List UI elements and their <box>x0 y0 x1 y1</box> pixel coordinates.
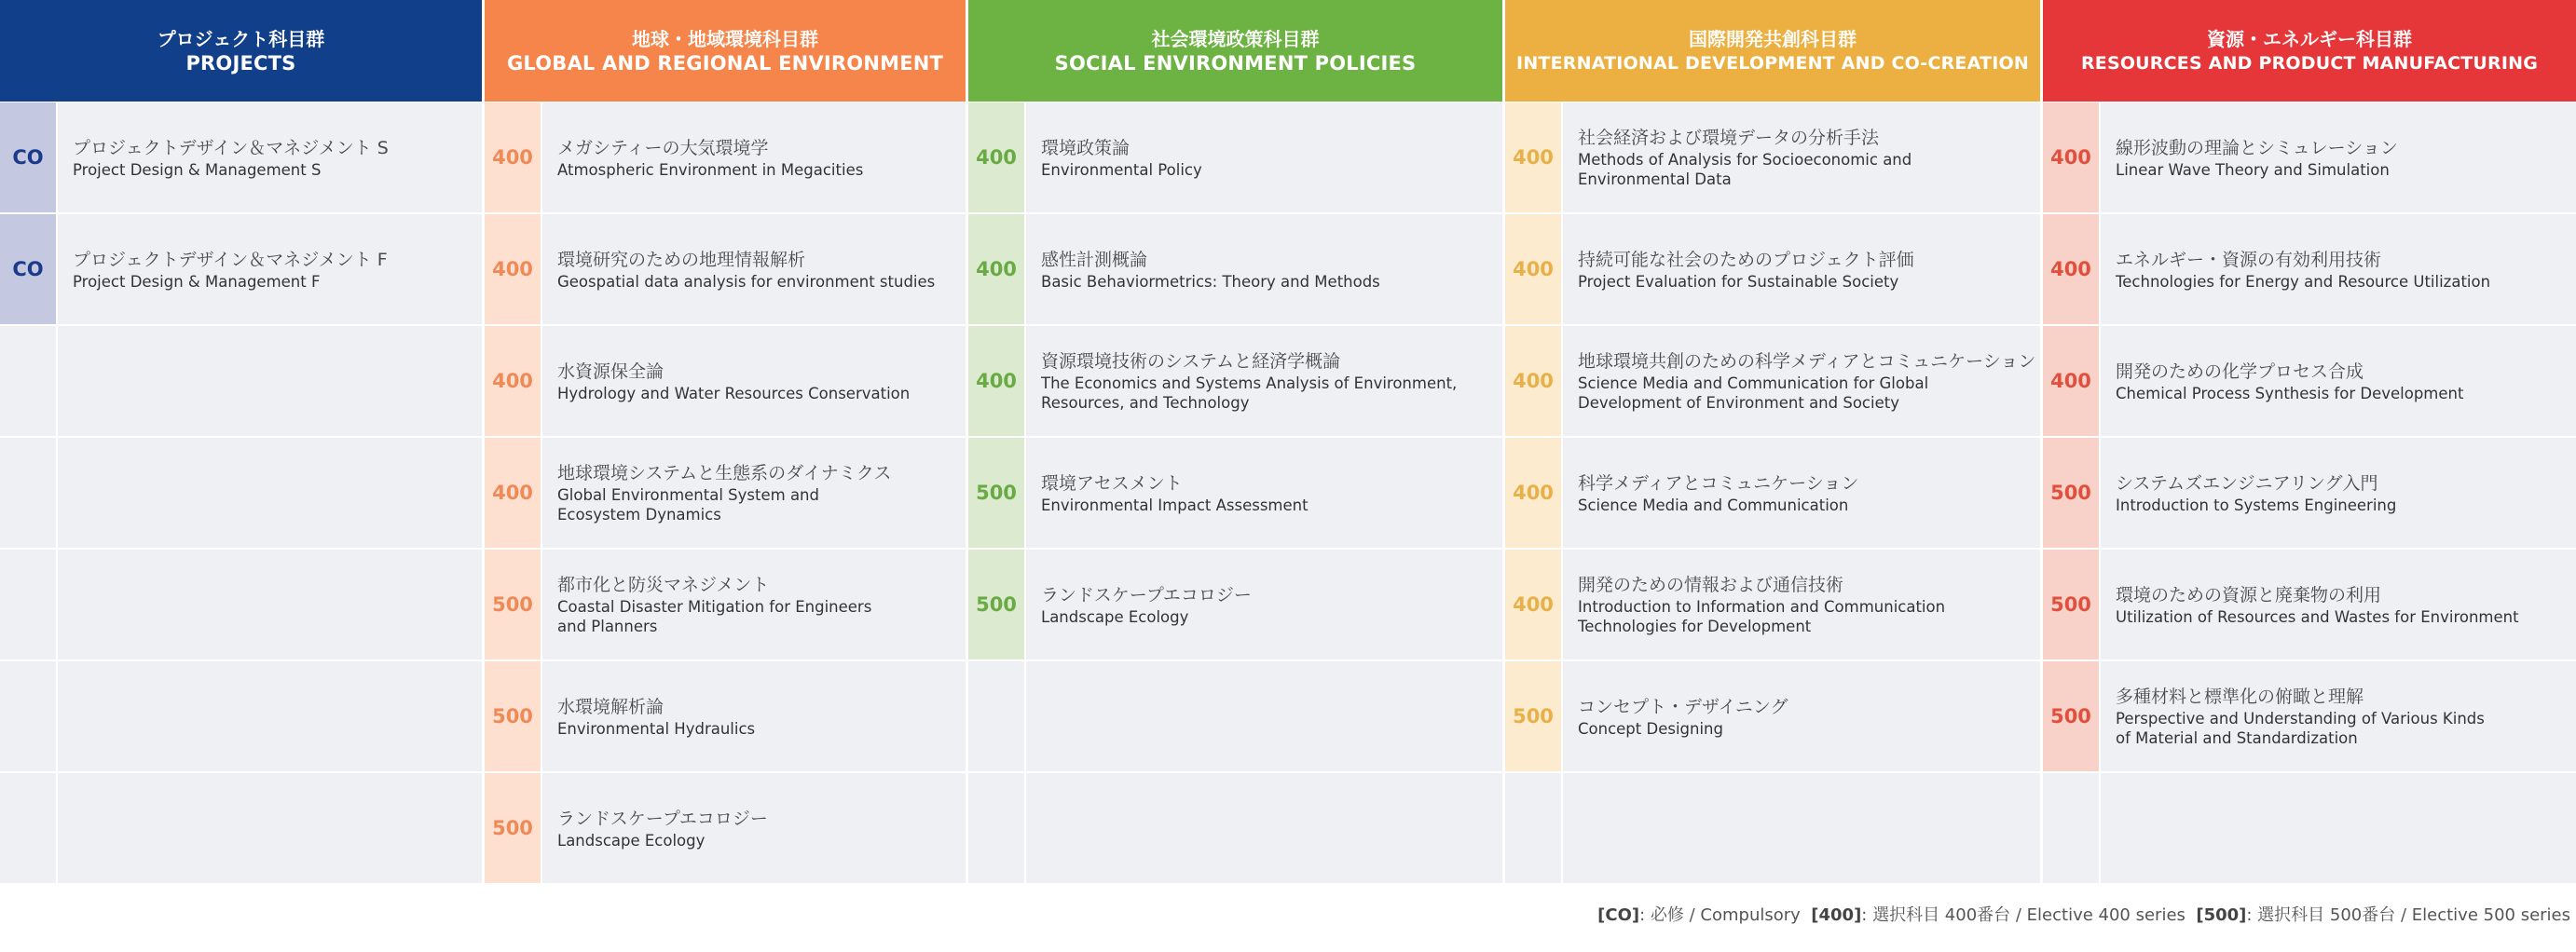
course-row <box>0 213 482 325</box>
column-header <box>1505 0 2040 102</box>
column-header-en: SOCIAL ENVIRONMENT POLICIES <box>1054 51 1417 75</box>
level-badge: 400 <box>1505 326 1563 436</box>
course-row <box>968 213 1502 325</box>
course-title-jp: 資源環境技術のシステムと経済学概論 <box>1041 351 1341 372</box>
course-title-jp: 開発のための化学プロセス合成 <box>2116 360 2364 382</box>
course-info <box>58 773 482 883</box>
course-info <box>1026 773 1502 883</box>
course-info <box>2101 438 2576 548</box>
column-header-jp: プロジェクト科目群 <box>157 27 325 50</box>
empty-row <box>968 772 1502 884</box>
course-info <box>2101 773 2576 883</box>
level-badge: 400 <box>968 326 1026 436</box>
legend-400-key: [400] <box>1811 905 1862 925</box>
course-title-en: Environmental Policy <box>1041 160 1202 179</box>
course-info <box>2101 326 2576 436</box>
course-title-en: Environmental Hydraulics <box>557 719 756 738</box>
course-title-en: Methods of Analysis for Socioeconomic and Environmental Data <box>1578 151 1912 188</box>
level-badge: 400 <box>1505 550 1563 660</box>
level-badge <box>0 438 58 548</box>
level-badge: 400 <box>2043 326 2101 436</box>
empty-row <box>0 660 482 772</box>
empty-row <box>2043 772 2576 884</box>
course-title-en: Landscape Ecology <box>557 831 706 850</box>
column-header-jp: 地球・地域環境科目群 <box>632 27 818 50</box>
course-title-jp: ランドスケープエコロジー <box>1041 584 1252 605</box>
course-title-jp: メガシティーの大気環境学 <box>557 137 769 158</box>
course-info <box>542 214 966 324</box>
course-info <box>542 102 966 212</box>
course-info <box>542 550 966 660</box>
level-badge: 500 <box>2043 550 2101 660</box>
course-title-en: Global Environmental System and Ecosystem Dynamics <box>557 486 819 524</box>
level-badge: CO <box>0 102 58 212</box>
column-header-jp: 国際開発共創科目群 <box>1689 27 1857 50</box>
level-badge: 400 <box>2043 214 2101 324</box>
column-header-en: INTERNATIONAL DEVELOPMENT AND CO-CREATION <box>1516 52 2029 74</box>
course-title-en: Environmental Impact Assessment <box>1041 496 1309 514</box>
course-title-jp: 感性計測概論 <box>1041 249 1148 270</box>
level-badge: 400 <box>968 102 1026 212</box>
course-title-en: Landscape Ecology <box>1041 607 1189 626</box>
course-info <box>58 214 482 324</box>
course-title-jp: 多種材料と標準化の俯瞰と理解 <box>2116 687 2364 707</box>
course-title-jp: 地球環境システムと生態系のダイナミクス <box>557 463 892 483</box>
course-title-en: Perspective and Understanding of Various Kinds of Material and Standardization <box>2116 710 2485 747</box>
course-row <box>485 213 966 325</box>
empty-row <box>1505 772 2040 884</box>
course-info <box>1026 550 1502 660</box>
level-badge <box>2043 773 2101 883</box>
course-row <box>2043 549 2576 660</box>
level-badge: 400 <box>1505 214 1563 324</box>
course-title-en: Geospatial data analysis for environment studies <box>557 272 936 291</box>
course-title-jp: 科学メディアとコミュニケーション <box>1578 472 1859 494</box>
level-badge: 500 <box>968 438 1026 548</box>
level-badge: 500 <box>968 550 1026 660</box>
empty-row <box>0 325 482 437</box>
course-title-en: Science Media and Communication for Global Development of Environment and Society <box>1578 374 1929 412</box>
course-title-jp: コンセプト・デザイニング <box>1578 696 1788 717</box>
column-projects <box>0 0 485 883</box>
course-title-en: Basic Behaviormetrics: Theory and Methods <box>1041 272 1380 291</box>
course-title-en: The Economics and Systems Analysis of Environment, Resources, and Technology <box>1041 374 1458 412</box>
course-row <box>2043 660 2576 772</box>
course-title-jp: プロジェクトデザイン＆マネジメント S <box>73 137 389 158</box>
column-header <box>0 0 482 102</box>
course-title-en: Linear Wave Theory and Simulation <box>2116 160 2390 179</box>
course-info <box>1026 438 1502 548</box>
column-header-en: RESOURCES AND PRODUCT MANUFACTURING <box>2080 52 2539 74</box>
level-badge: 400 <box>1505 102 1563 212</box>
course-info <box>542 326 966 436</box>
course-row <box>1505 102 2040 213</box>
empty-row <box>0 437 482 549</box>
level-badge <box>968 661 1026 771</box>
course-info <box>2101 214 2576 324</box>
course-info <box>1026 214 1502 324</box>
course-info <box>58 326 482 436</box>
level-badge <box>0 661 58 771</box>
course-title-jp: 水資源保全論 <box>557 360 665 382</box>
course-row <box>2043 102 2576 213</box>
level-badge: 400 <box>485 438 542 548</box>
level-badge: 500 <box>485 773 542 883</box>
course-info <box>1563 773 2040 883</box>
course-row <box>1505 660 2040 772</box>
legend-co-key: [CO] <box>1597 905 1640 925</box>
empty-row <box>968 660 1502 772</box>
level-badge <box>1505 773 1563 883</box>
level-badge: 400 <box>1505 438 1563 548</box>
column-header <box>485 0 966 102</box>
course-title-en: Hydrology and Water Resources Conservation <box>557 384 911 402</box>
course-row <box>968 437 1502 549</box>
course-info <box>58 550 482 660</box>
level-badge: 400 <box>485 102 542 212</box>
course-info <box>1563 438 2040 548</box>
course-info <box>2101 550 2576 660</box>
course-title-jp: 水環境解析論 <box>557 696 665 717</box>
empty-row <box>0 772 482 884</box>
course-title-en: Concept Designing <box>1578 719 1723 738</box>
course-info <box>58 102 482 212</box>
legend-400-text: : 選択科目 400番台 / Elective 400 series <box>1861 905 2185 925</box>
legend-co-text: : 必修 / Compulsory <box>1639 905 1801 925</box>
column-header-jp: 社会環境政策科目群 <box>1151 27 1320 50</box>
course-title-en: Project Design & Management S <box>73 160 322 179</box>
course-title-jp: 都市化と防災マネジメント <box>557 575 770 595</box>
course-title-jp: 環境のための資源と廃棄物の利用 <box>2116 584 2382 605</box>
level-badge: 500 <box>485 550 542 660</box>
course-title-jp: 環境政策論 <box>1041 137 1130 158</box>
course-info <box>58 661 482 771</box>
empty-row <box>0 549 482 660</box>
course-title-en: Utilization of Resources and Wastes for Environment <box>2116 607 2519 626</box>
course-info <box>1563 661 2040 771</box>
column-intl-development <box>1505 0 2043 883</box>
course-title-en: Introduction to Information and Communication Technologies for Development <box>1578 598 1946 635</box>
course-info <box>2101 661 2576 771</box>
level-badge: 500 <box>2043 661 2101 771</box>
legend-500-key: [500] <box>2196 905 2247 925</box>
course-title-jp: 社会経済および環境データの分析手法 <box>1578 128 1880 148</box>
course-title-jp: システムズエンジニアリング入門 <box>2116 472 2378 494</box>
course-row <box>1505 437 2040 549</box>
course-row <box>2043 437 2576 549</box>
column-header-en: GLOBAL AND REGIONAL ENVIRONMENT <box>506 51 944 75</box>
course-title-en: Technologies for Energy and Resource Utilization <box>2116 272 2491 291</box>
course-title-jp: 持続可能な社会のためのプロジェクト評価 <box>1578 249 1914 270</box>
course-title-jp: ランドスケープエコロジー <box>557 808 768 829</box>
course-row <box>485 325 966 437</box>
level-badge: 400 <box>485 214 542 324</box>
level-badge: 500 <box>1505 661 1563 771</box>
course-title-jp: 線形波動の理論とシミュレーション <box>2116 137 2398 158</box>
level-badge: 500 <box>2043 438 2101 548</box>
course-title-jp: 地球環境共創のための科学メディアとコミュニケーション <box>1578 351 2036 372</box>
course-title-jp: 開発のための情報および通信技術 <box>1578 575 1844 595</box>
course-info <box>58 438 482 548</box>
course-row <box>0 102 482 213</box>
legend-500-text: : 選択科目 500番台 / Elective 500 series <box>2246 905 2570 925</box>
course-info <box>542 661 966 771</box>
course-row <box>968 325 1502 437</box>
course-title-jp: 環境研究のための地理情報解析 <box>557 249 806 270</box>
level-badge <box>968 773 1026 883</box>
course-info <box>1563 550 2040 660</box>
course-title-en: Chemical Process Synthesis for Development <box>2116 384 2464 402</box>
level-badge: CO <box>0 214 58 324</box>
course-title-en: Coastal Disaster Mitigation for Engineers and Planners <box>557 598 872 635</box>
column-header <box>968 0 1502 102</box>
level-badge: 400 <box>2043 102 2101 212</box>
level-badge <box>0 326 58 436</box>
level-badge: 500 <box>485 661 542 771</box>
column-resources <box>2043 0 2576 883</box>
course-info <box>542 438 966 548</box>
course-row <box>968 549 1502 660</box>
column-header-jp: 資源・エネルギー科目群 <box>2207 27 2412 50</box>
legend <box>1597 902 2570 926</box>
column-social-policies <box>968 0 1505 883</box>
column-global-regional <box>485 0 968 883</box>
course-title-en: Project Evaluation for Sustainable Society <box>1578 272 1899 291</box>
course-row <box>485 102 966 213</box>
course-row <box>2043 325 2576 437</box>
course-row <box>1505 213 2040 325</box>
level-badge: 400 <box>968 214 1026 324</box>
level-badge: 400 <box>485 326 542 436</box>
course-row <box>968 102 1502 213</box>
column-header-en: PROJECTS <box>185 51 296 75</box>
course-info <box>1563 326 2041 436</box>
course-row <box>485 549 966 660</box>
course-info <box>1563 214 2040 324</box>
course-title-en: Project Design & Management F <box>73 272 321 291</box>
course-info <box>1026 661 1502 771</box>
level-badge <box>0 773 58 883</box>
course-row <box>485 660 966 772</box>
course-title-jp: プロジェクトデザイン＆マネジメント F <box>73 249 388 270</box>
course-title-en: Atmospheric Environment in Megacities <box>557 160 864 179</box>
course-info <box>542 773 966 883</box>
course-info <box>1026 326 1502 436</box>
column-header <box>2043 0 2576 102</box>
course-info <box>2101 102 2576 212</box>
course-row <box>1505 549 2040 660</box>
course-title-en: Introduction to Systems Engineering <box>2116 496 2397 514</box>
course-info <box>1026 102 1502 212</box>
course-title-jp: 環境アセスメント <box>1041 472 1183 494</box>
course-row <box>485 437 966 549</box>
course-title-jp: エネルギー・資源の有効利用技術 <box>2116 249 2382 270</box>
course-row <box>1505 325 2040 437</box>
course-row <box>485 772 966 884</box>
level-badge <box>0 550 58 660</box>
course-title-en: Science Media and Communication <box>1578 496 1849 514</box>
course-info <box>1563 102 2040 212</box>
course-row <box>2043 213 2576 325</box>
